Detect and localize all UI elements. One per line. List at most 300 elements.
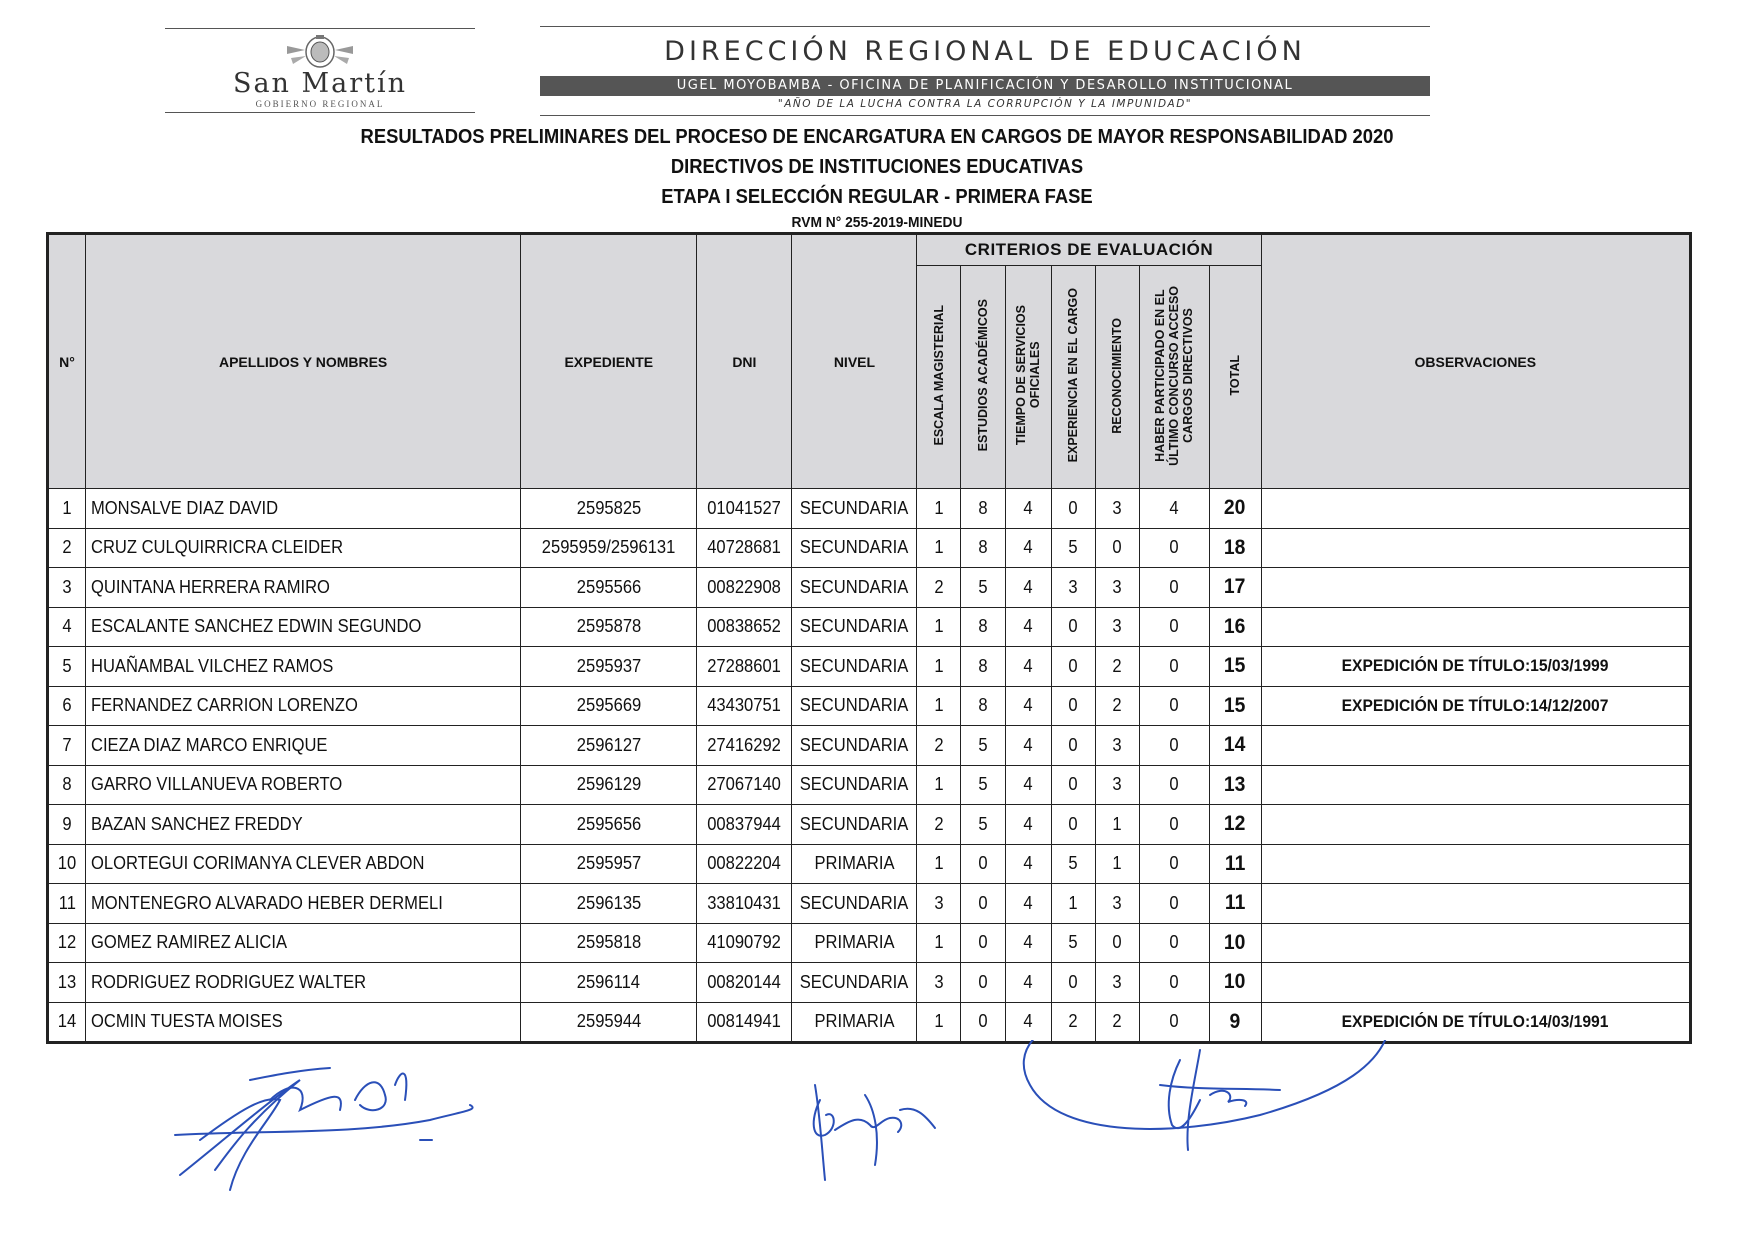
total-score [1209,647,1261,687]
expediente-cell-text: 2595959/2596131 [542,537,676,558]
reconocimiento-score [1095,1002,1139,1043]
total-score [1209,726,1261,766]
nivel-cell-text: SECUNDARIA [800,892,909,913]
row-number-text: 10 [57,853,77,874]
applicant-name-text: GARRO VILLANUEVA ROBERTO [91,774,343,795]
haber-score [1139,647,1209,687]
letterhead [0,0,1754,125]
row-number-text: 1 [62,497,72,518]
row-number-text: 9 [62,813,72,834]
row-number [48,647,86,687]
haber-score [1139,726,1209,766]
dni-cell [697,528,792,568]
haber-score [1139,489,1209,529]
nivel-cell [792,726,917,766]
row-number-text: 11 [58,892,76,913]
table-row [48,647,1691,687]
escala-score [917,647,961,687]
haber-score-text: 0 [1169,971,1179,992]
total-score-text: 15 [1224,654,1246,678]
dni-cell-text: 27067140 [707,774,782,795]
total-score-text: 12 [1224,812,1246,836]
table-row [48,844,1691,884]
reconocimiento-score-text: 3 [1112,497,1122,518]
estudios-score [961,844,1005,884]
applicant-name [86,805,521,845]
escala-score-text: 1 [934,616,944,637]
dni-cell [697,568,792,608]
haber-score [1139,686,1209,726]
expediente-cell-text: 2596127 [576,734,642,755]
reconocimiento-score-text: 3 [1112,576,1122,597]
tiempo-score [1005,647,1051,687]
table-row [48,607,1691,647]
experiencia-score [1051,686,1095,726]
tiempo-score-text: 4 [1023,734,1033,755]
tiempo-score-text: 4 [1023,971,1033,992]
escala-score [917,1002,961,1043]
dni-cell-text: 27416292 [707,734,782,755]
reconocimiento-score-text: 0 [1112,537,1122,558]
nivel-cell [792,844,917,884]
expediente-cell-text: 2595878 [576,616,642,637]
observation-cell [1261,765,1690,805]
experiencia-score-text: 5 [1068,537,1078,558]
applicant-name [86,963,521,1003]
table-row [48,963,1691,1003]
reconocimiento-score-text: 3 [1112,734,1122,755]
expediente-cell-text: 2596129 [576,774,642,795]
tiempo-score-text: 4 [1023,774,1033,795]
observation-cell [1261,963,1690,1003]
reconocimiento-score [1095,647,1139,687]
expediente-cell-text: 2596114 [577,971,641,992]
tiempo-score [1005,923,1051,963]
total-score [1209,765,1261,805]
header-criterios: CRITERIOS DE EVALUACIÓN [917,234,1261,266]
nivel-cell-text: SECUNDARIA [800,813,909,834]
table-row [48,1002,1691,1043]
haber-score-text: 4 [1169,497,1179,518]
expediente-cell-text: 2595825 [576,497,642,518]
estudios-score-text: 0 [978,932,988,953]
expediente-cell-text: 2595566 [576,576,642,597]
header-tiempo [1005,266,1051,489]
dni-cell-text: 27288601 [707,655,782,676]
observation-cell [1261,528,1690,568]
applicant-name [86,923,521,963]
estudios-score-text: 5 [978,734,988,755]
escala-score-text: 1 [934,853,944,874]
nivel-cell-text: SECUNDARIA [800,616,909,637]
experiencia-score-text: 1 [1068,892,1078,913]
applicant-name [86,647,521,687]
header-estudios-label: ESTUDIOS ACADÉMICOS [975,299,990,452]
header-nivel: NIVEL [792,234,917,489]
experiencia-score-text: 2 [1068,1011,1078,1032]
observation-cell [1261,1002,1690,1043]
experiencia-score [1051,647,1095,687]
haber-score [1139,963,1209,1003]
regional-logo [165,24,475,114]
year-motto: "AÑO DE LA LUCHA CONTRA LA CORRUPCIÓN Y LA IMPUNIDAD" [777,98,1193,110]
header-total-label: TOTAL [1228,355,1243,396]
nivel-cell-text: PRIMARIA [814,1011,895,1032]
dni-cell [697,1002,792,1043]
header-name: APELLIDOS Y NOMBRES [86,234,521,489]
applicant-name-text: MONSALVE DIAZ DAVID [91,497,279,518]
escala-score [917,686,961,726]
row-number [48,805,86,845]
table-row [48,805,1691,845]
row-number [48,963,86,1003]
reconocimiento-score-text: 2 [1112,655,1122,676]
reconocimiento-score-text: 0 [1112,932,1122,953]
tiempo-score [1005,568,1051,608]
haber-score [1139,844,1209,884]
row-number [48,528,86,568]
observation-cell [1261,923,1690,963]
tiempo-score [1005,765,1051,805]
row-number [48,765,86,805]
tiempo-score [1005,726,1051,766]
estudios-score-text: 0 [978,892,988,913]
signatures [0,1040,1754,1240]
applicant-name [86,686,521,726]
title-line-2: DIRECTIVOS DE INSTITUCIONES EDUCATIVAS [670,156,1084,178]
row-number-text: 8 [62,774,72,795]
observation-cell [1261,607,1690,647]
total-score-text: 11 [1224,851,1246,875]
signature-center [814,1085,935,1180]
expediente-cell [521,765,697,805]
expediente-cell [521,528,697,568]
experiencia-score [1051,844,1095,884]
estudios-score [961,607,1005,647]
row-number-text: 12 [57,932,77,953]
header-escala [917,266,961,489]
reconocimiento-score [1095,805,1139,845]
reconocimiento-score-text: 1 [1112,813,1122,834]
reconocimiento-score [1095,884,1139,924]
escala-score [917,963,961,1003]
dni-cell-text: 00820144 [707,971,782,992]
row-number [48,1002,86,1043]
observation-cell [1261,805,1690,845]
header-expediente: EXPEDIENTE [521,234,697,489]
estudios-score-text: 5 [978,813,988,834]
nivel-cell-text: SECUNDARIA [800,734,909,755]
total-score [1209,805,1261,845]
escala-score [917,568,961,608]
expediente-cell [521,805,697,845]
header-observaciones: OBSERVACIONES [1261,234,1690,489]
haber-score [1139,805,1209,845]
haber-score-text: 0 [1169,655,1179,676]
escala-score-text: 1 [934,537,944,558]
nivel-cell-text: SECUNDARIA [800,971,909,992]
haber-score-text: 0 [1169,616,1179,637]
dni-cell [697,686,792,726]
escala-score-text: 1 [934,932,944,953]
haber-score [1139,568,1209,608]
reconocimiento-score [1095,686,1139,726]
haber-score [1139,1002,1209,1043]
expediente-cell [521,726,697,766]
nivel-cell-text: SECUNDARIA [800,655,909,676]
experiencia-score [1051,765,1095,805]
escala-score [917,805,961,845]
experiencia-score [1051,726,1095,766]
estudios-score [961,647,1005,687]
dni-cell [697,805,792,845]
reconocimiento-score [1095,923,1139,963]
expediente-cell [521,568,697,608]
dni-cell-text: 00822908 [707,576,782,597]
divider [165,28,475,29]
results-table [46,232,1692,1044]
observation-cell [1261,686,1690,726]
header-haber-label: HABER PARTICIPADO EN EL ÚLTIMO CONCURSO ACCESO CARGOS DIRECTIVOS [1153,285,1196,466]
dni-cell-text: 00837944 [707,813,782,834]
expediente-cell [521,923,697,963]
nivel-cell [792,884,917,924]
estudios-score-text: 0 [978,1011,988,1032]
dni-cell-text: 43430751 [707,695,782,716]
estudios-score [961,1002,1005,1043]
table-row [48,923,1691,963]
experiencia-score-text: 0 [1068,734,1078,755]
dni-cell [697,489,792,529]
estudios-score [961,884,1005,924]
haber-score-text: 0 [1169,853,1179,874]
logo-name: San Martín [232,68,408,99]
estudios-score-text: 8 [978,695,988,716]
header-haber [1139,266,1209,489]
escala-score [917,489,961,529]
row-number [48,726,86,766]
reconocimiento-score-text: 3 [1112,616,1122,637]
expediente-cell [521,963,697,1003]
header-total [1209,266,1261,489]
escala-score-text: 1 [934,774,944,795]
tiempo-score [1005,528,1051,568]
row-number [48,884,86,924]
applicant-name-text: RODRIGUEZ RODRIGUEZ WALTER [91,971,367,992]
divider [540,26,1430,27]
total-score-text: 10 [1224,930,1246,954]
total-score-text: 9 [1229,1009,1241,1033]
header-estudios [961,266,1005,489]
observation-cell-text: EXPEDICIÓN DE TÍTULO:15/03/1999 [1341,656,1609,676]
estudios-score-text: 5 [978,576,988,597]
estudios-score [961,686,1005,726]
escala-score [917,528,961,568]
total-score [1209,568,1261,608]
tiempo-score-text: 4 [1023,932,1033,953]
reconocimiento-score [1095,765,1139,805]
nivel-cell-text: SECUNDARIA [800,497,909,518]
total-score [1209,963,1261,1003]
haber-score-text: 0 [1169,892,1179,913]
escala-score-text: 3 [934,971,944,992]
dni-cell-text: 01041527 [707,497,782,518]
tiempo-score-text: 4 [1023,1011,1033,1032]
header-num: N° [48,234,86,489]
reconocimiento-score-text: 2 [1112,695,1122,716]
total-score-text: 14 [1224,733,1246,757]
experiencia-score-text: 0 [1068,971,1078,992]
estudios-score-text: 8 [978,497,988,518]
nivel-cell-text: PRIMARIA [814,853,895,874]
estudios-score [961,805,1005,845]
applicant-name [86,607,521,647]
haber-score-text: 0 [1169,813,1179,834]
haber-score-text: 0 [1169,576,1179,597]
haber-score-text: 0 [1169,734,1179,755]
tiempo-score [1005,686,1051,726]
nivel-cell [792,686,917,726]
office-bar: UGEL MOYOBAMBA - OFICINA DE PLANIFICACIÓN Y DESAROLLO INSTITUCIONAL [540,76,1430,96]
tiempo-score-text: 4 [1023,576,1033,597]
applicant-name-text: ESCALANTE SANCHEZ EDWIN SEGUNDO [91,616,422,637]
observation-cell [1261,568,1690,608]
tiempo-score [1005,1002,1051,1043]
expediente-cell-text: 2595937 [576,655,642,676]
haber-score [1139,528,1209,568]
row-number [48,489,86,529]
observation-cell [1261,647,1690,687]
nivel-cell [792,765,917,805]
nivel-cell-text: SECUNDARIA [800,537,909,558]
row-number [48,607,86,647]
expediente-cell [521,844,697,884]
escala-score [917,726,961,766]
tiempo-score-text: 4 [1023,813,1033,834]
escala-score-text: 1 [934,655,944,676]
dni-cell-text: 00822204 [707,853,782,874]
row-number-text: 7 [62,734,72,755]
estudios-score-text: 5 [978,774,988,795]
row-number [48,686,86,726]
expediente-cell-text: 2595818 [576,932,642,953]
applicant-name-text: OCMIN TUESTA MOISES [91,1011,283,1032]
tiempo-score [1005,844,1051,884]
escala-score [917,844,961,884]
dni-cell [697,726,792,766]
applicant-name-text: HUAÑAMBAL VILCHEZ RAMOS [91,655,334,676]
experiencia-score [1051,923,1095,963]
total-score [1209,1002,1261,1043]
reconocimiento-score-text: 3 [1112,774,1122,795]
row-number-text: 2 [62,537,72,558]
row-number-text: 3 [62,576,72,597]
total-score [1209,528,1261,568]
observation-cell [1261,884,1690,924]
expediente-cell-text: 2595669 [576,695,642,716]
nivel-cell [792,1002,917,1043]
applicant-name-text: OLORTEGUI CORIMANYA CLEVER ABDON [91,853,425,874]
estudios-score [961,726,1005,766]
nivel-cell [792,963,917,1003]
applicant-name-text: CRUZ CULQUIRRICRA CLEIDER [91,537,344,558]
header-reconocimiento [1095,266,1139,489]
signature-right [1024,1040,1391,1150]
expediente-cell [521,884,697,924]
signature-left [175,1068,473,1190]
row-number-text: 13 [57,971,77,992]
header-experiencia-label: EXPERIENCIA EN EL CARGO [1066,288,1081,463]
row-number-text: 5 [62,655,72,676]
divider [540,115,1430,116]
applicant-name [86,765,521,805]
total-score-text: 18 [1224,535,1246,559]
applicant-name-text: GOMEZ RAMIREZ ALICIA [91,932,288,953]
table-row [48,528,1691,568]
estudios-score [961,528,1005,568]
tiempo-score-text: 4 [1023,892,1033,913]
applicant-name [86,1002,521,1043]
tiempo-score-text: 4 [1023,853,1033,874]
experiencia-score-text: 5 [1068,853,1078,874]
reconocimiento-score-text: 3 [1112,892,1122,913]
estudios-score-text: 8 [978,537,988,558]
dni-cell [697,884,792,924]
nivel-cell [792,489,917,529]
nivel-cell [792,568,917,608]
applicant-name [86,489,521,529]
total-score [1209,607,1261,647]
title-line-1: RESULTADOS PRELIMINARES DEL PROCESO DE ENCARGATURA EN CARGOS DE MAYOR RESPONSABILIDAD 2020 [360,126,1394,148]
reconocimiento-score [1095,726,1139,766]
experiencia-score [1051,963,1095,1003]
tiempo-score-text: 4 [1023,537,1033,558]
document-titles [0,122,1754,234]
dni-cell-text: 00814941 [707,1011,782,1032]
escala-score-text: 3 [934,892,944,913]
dni-cell [697,647,792,687]
escala-score-text: 1 [934,1011,944,1032]
applicant-name [86,568,521,608]
experiencia-score-text: 0 [1068,774,1078,795]
applicant-name-text: FERNANDEZ CARRION LORENZO [91,695,358,716]
institution-title: DIRECCIÓN REGIONAL DE EDUCACIÓN [664,36,1306,67]
expediente-cell [521,686,697,726]
reconocimiento-score [1095,963,1139,1003]
experiencia-score-text: 0 [1068,497,1078,518]
escala-score [917,607,961,647]
expediente-cell-text: 2595957 [576,853,642,874]
nivel-cell-text: SECUNDARIA [800,695,909,716]
haber-score [1139,923,1209,963]
reconocimiento-score [1095,528,1139,568]
tiempo-score-text: 4 [1023,695,1033,716]
total-score-text: 11 [1224,891,1246,915]
expediente-cell-text: 2595944 [576,1011,642,1032]
estudios-score [961,963,1005,1003]
total-score [1209,884,1261,924]
total-score-text: 17 [1224,575,1246,599]
haber-score-text: 0 [1169,695,1179,716]
haber-score [1139,884,1209,924]
tiempo-score-text: 4 [1023,497,1033,518]
institution-header [540,26,1430,116]
observation-cell-text: EXPEDICIÓN DE TÍTULO:14/03/1991 [1341,1011,1609,1031]
experiencia-score-text: 0 [1068,655,1078,676]
reconocimiento-score-text: 3 [1112,971,1122,992]
estudios-score [961,765,1005,805]
escala-score-text: 2 [934,734,944,755]
